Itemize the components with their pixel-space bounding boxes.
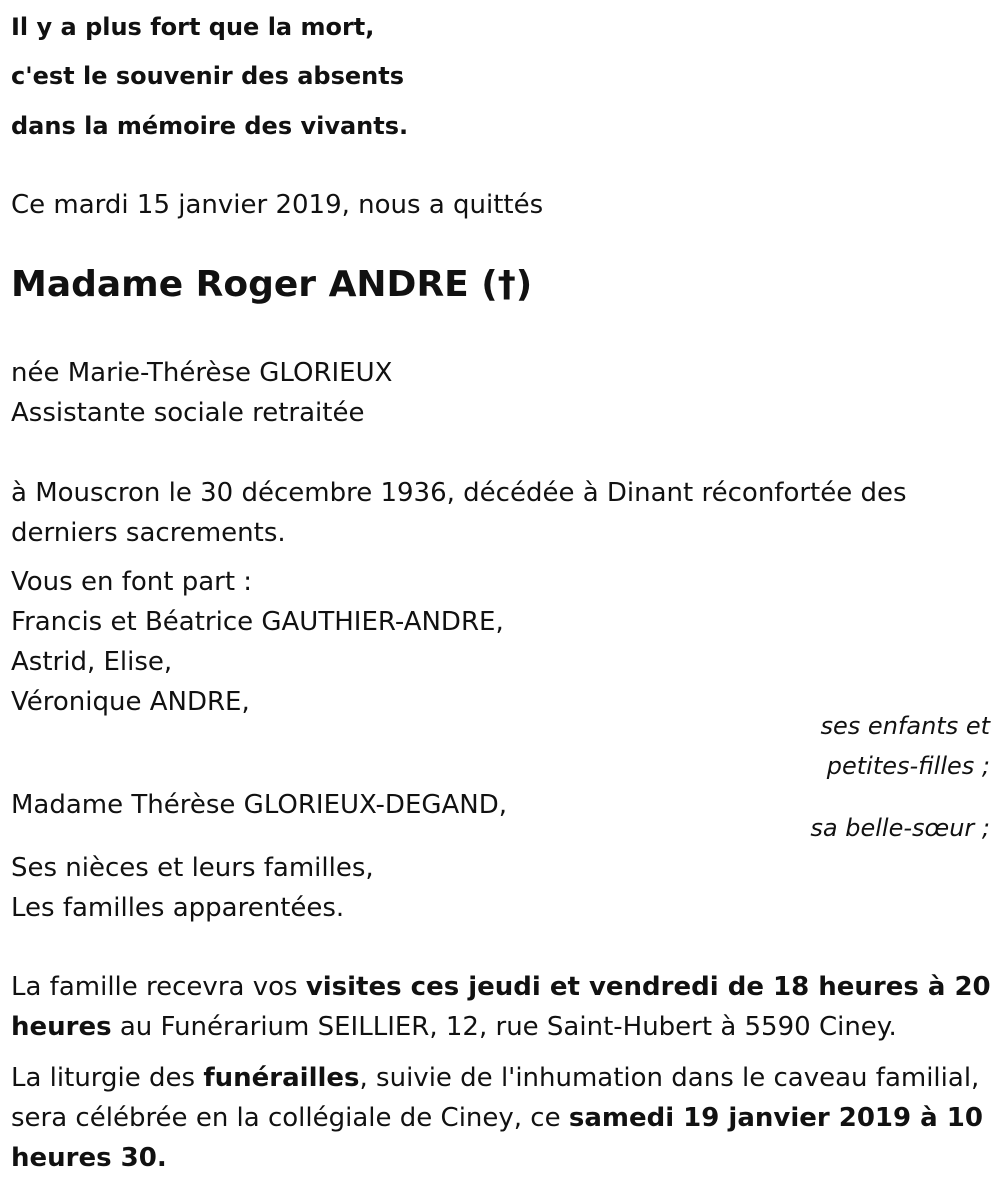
funeral-line-3 — [11, 1138, 167, 1178]
sister-in-law-role: sa belle-sœur ; — [810, 814, 990, 842]
funeral-text-2: , suivie de l'inhumation dans le caveau familial, — [359, 1063, 980, 1093]
children-role-2: petites-filles ; — [826, 752, 990, 780]
visits-text-2: au Funérarium SEILLIER, 12, rue Saint-Hubert à 5590 Ciney. — [111, 1012, 897, 1042]
funeral-bold-2: samedi 19 janvier 2019 à 10 — [568, 1103, 983, 1133]
profession: Assistante sociale retraitée — [11, 398, 365, 428]
quote-line-1: Il y a plus fort que la mort, — [11, 13, 375, 41]
nieces: Ses nièces et leurs familles, — [11, 853, 374, 883]
visits-bold-1: visites ces jeudi et vendredi de 18 heures à 20 — [305, 972, 991, 1002]
visits-line-2 — [11, 1007, 897, 1047]
family-intro: Vous en font part : — [11, 567, 253, 597]
funeral-text-1: La liturgie des — [11, 1063, 204, 1093]
visits-line-1 — [11, 967, 991, 1007]
visits-bold-2: heures — [11, 1012, 112, 1042]
funeral-bold-1: funérailles — [203, 1063, 360, 1093]
birth-name: née Marie-Thérèse GLORIEUX — [11, 358, 393, 388]
family-children-2: Astrid, Elise, — [11, 647, 173, 677]
funeral-line-2 — [11, 1098, 983, 1138]
visits-text-1: La famille recevra vos — [11, 972, 306, 1002]
family-children-3: Véronique ANDRE, — [11, 687, 250, 717]
funeral-bold-3: heures 30. — [11, 1143, 167, 1173]
funeral-text-3: sera célébrée en la collégiale de Ciney, ce — [11, 1103, 569, 1133]
quote-line-3: dans la mémoire des vivants. — [11, 112, 409, 140]
sister-in-law: Madame Thérèse GLORIEUX-DEGAND, — [11, 790, 508, 820]
deceased-name: Madame Roger ANDRE (†) — [11, 264, 533, 305]
family-children-1: Francis et Béatrice GAUTHIER-ANDRE, — [11, 607, 504, 637]
children-role-1: ses enfants et — [820, 712, 990, 740]
quote-line-2: c'est le souvenir des absents — [11, 62, 404, 90]
birth-details-line-1: à Mouscron le 30 décembre 1936, décédée à Dinant réconfortée des — [11, 478, 907, 508]
relatives: Les familles apparentées. — [11, 893, 345, 923]
birth-details-line-2: derniers sacrements. — [11, 518, 286, 548]
death-announcement: Ce mardi 15 janvier 2019, nous a quittés — [11, 190, 544, 220]
funeral-line-1 — [11, 1058, 979, 1098]
